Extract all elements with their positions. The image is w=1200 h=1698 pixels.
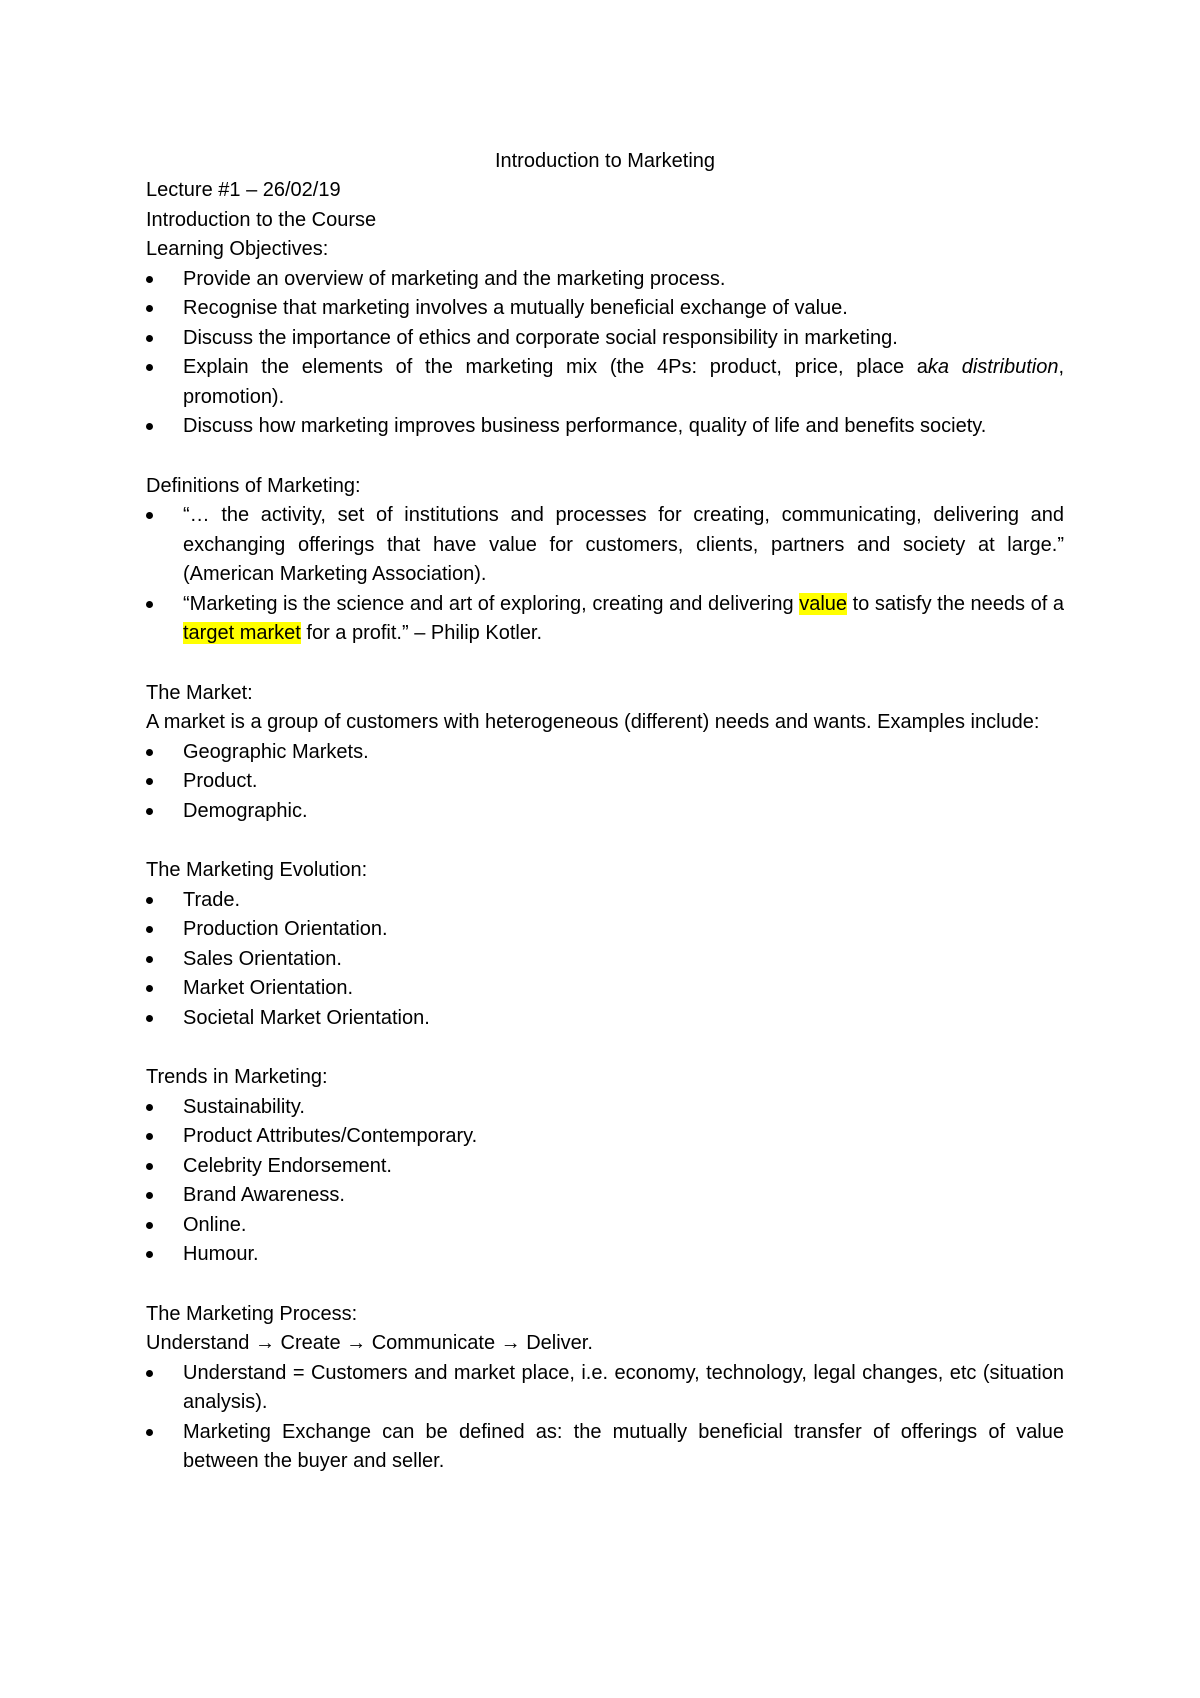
definitions-heading: Definitions of Marketing: [146,474,361,497]
lecture-line: Lecture #1 – 26/02/19 [146,179,341,201]
list-item: Brand Awareness. [146,1181,1064,1211]
market-text: A market is a group of customers with heterogeneous (different) needs and wants. Examples include: [146,711,1040,733]
list-item [146,353,1064,412]
document-title: Introduction to Marketing [494,150,716,172]
list-item: Product. [146,767,1064,797]
objectives-list [146,265,1064,442]
definitions-list [146,501,1064,649]
list-item: Societal Market Orientation. [146,1004,1064,1034]
mix-text-end: , promotion). [183,356,1065,408]
list-item: Production Orientation. [146,915,1064,945]
list-item: Discuss the importance of ethics and corporate social responsibility in marketing. [146,324,1064,354]
right-arrow-icon: → [254,1332,275,1354]
evolution-heading: The Marketing Evolution: [146,859,368,881]
learning-objectives-section [146,235,1064,442]
market-list [146,738,1064,827]
list-item: Sales Orientation. [146,945,1064,975]
highlight-target-market: target market [183,622,301,644]
right-arrow-icon: → [346,1332,367,1354]
list-item: Humour. [146,1240,1064,1270]
process-step: Communicate [371,1332,496,1354]
list-item: “… the activity, set of institutions and processes for creating, communicating, delivering and exchanging offerings that have value for customers, clients, partners and society at large.” (American Marketing Association). [146,501,1064,590]
highlight-value: value [799,592,848,615]
evolution-section [146,856,1064,1033]
list-item: Product Attributes/Contemporary. [146,1122,1064,1152]
list-item: Market Orientation. [146,974,1064,1004]
market-section [146,679,1064,827]
list-item: Sustainability. [146,1093,1064,1123]
process-flow [146,1329,1064,1359]
list-item: Provide an overview of marketing and the marketing process. [146,265,1064,295]
list-item: Discuss how marketing improves business performance, quality of life and benefits society. [146,412,1064,442]
kotler-text: for a profit.” – Philip Kotler. [300,622,543,644]
trends-section [146,1063,1064,1270]
trends-list [146,1093,1064,1270]
list-item: Demographic. [146,797,1064,827]
trends-heading: Trends in Marketing: [146,1066,328,1088]
list-item: Recognise that marketing involves a mutually beneficial exchange of value. [146,294,1064,324]
process-list [146,1359,1064,1477]
process-heading: The Marketing Process: [146,1302,358,1325]
kotler-text: “Marketing is the science and art of exploring, creating and delivering [183,592,800,615]
process-step: Understand [146,1332,250,1354]
aka-italic: ka [927,356,950,378]
kotler-text: to satisfy the needs of a [847,592,1065,615]
process-step: Deliver. [526,1332,593,1354]
course-intro-line: Introduction to the Course [146,208,377,231]
list-item: Understand = Customers and market place, i.e. economy, technology, legal changes, etc (situation analysis). [146,1359,1064,1418]
list-item: Marketing Exchange can be defined as: the mutually beneficial transfer of offerings of value between the buyer and seller. [146,1418,1064,1477]
list-item: Trade. [146,886,1064,916]
process-step: Create [280,1332,341,1354]
mix-text: Explain the elements of the marketing mix (the 4Ps: product, price, place a [183,356,928,378]
process-section [146,1300,1064,1477]
definitions-section [146,472,1064,649]
distribution-italic: distribution [961,356,1059,378]
list-item [146,590,1064,649]
right-arrow-icon: → [500,1332,521,1354]
list-item: Celebrity Endorsement. [146,1152,1064,1182]
evolution-list [146,886,1064,1034]
list-item: Online. [146,1211,1064,1241]
list-item: Geographic Markets. [146,738,1064,768]
objectives-heading: Learning Objectives: [146,238,329,260]
market-heading: The Market: [146,681,253,704]
